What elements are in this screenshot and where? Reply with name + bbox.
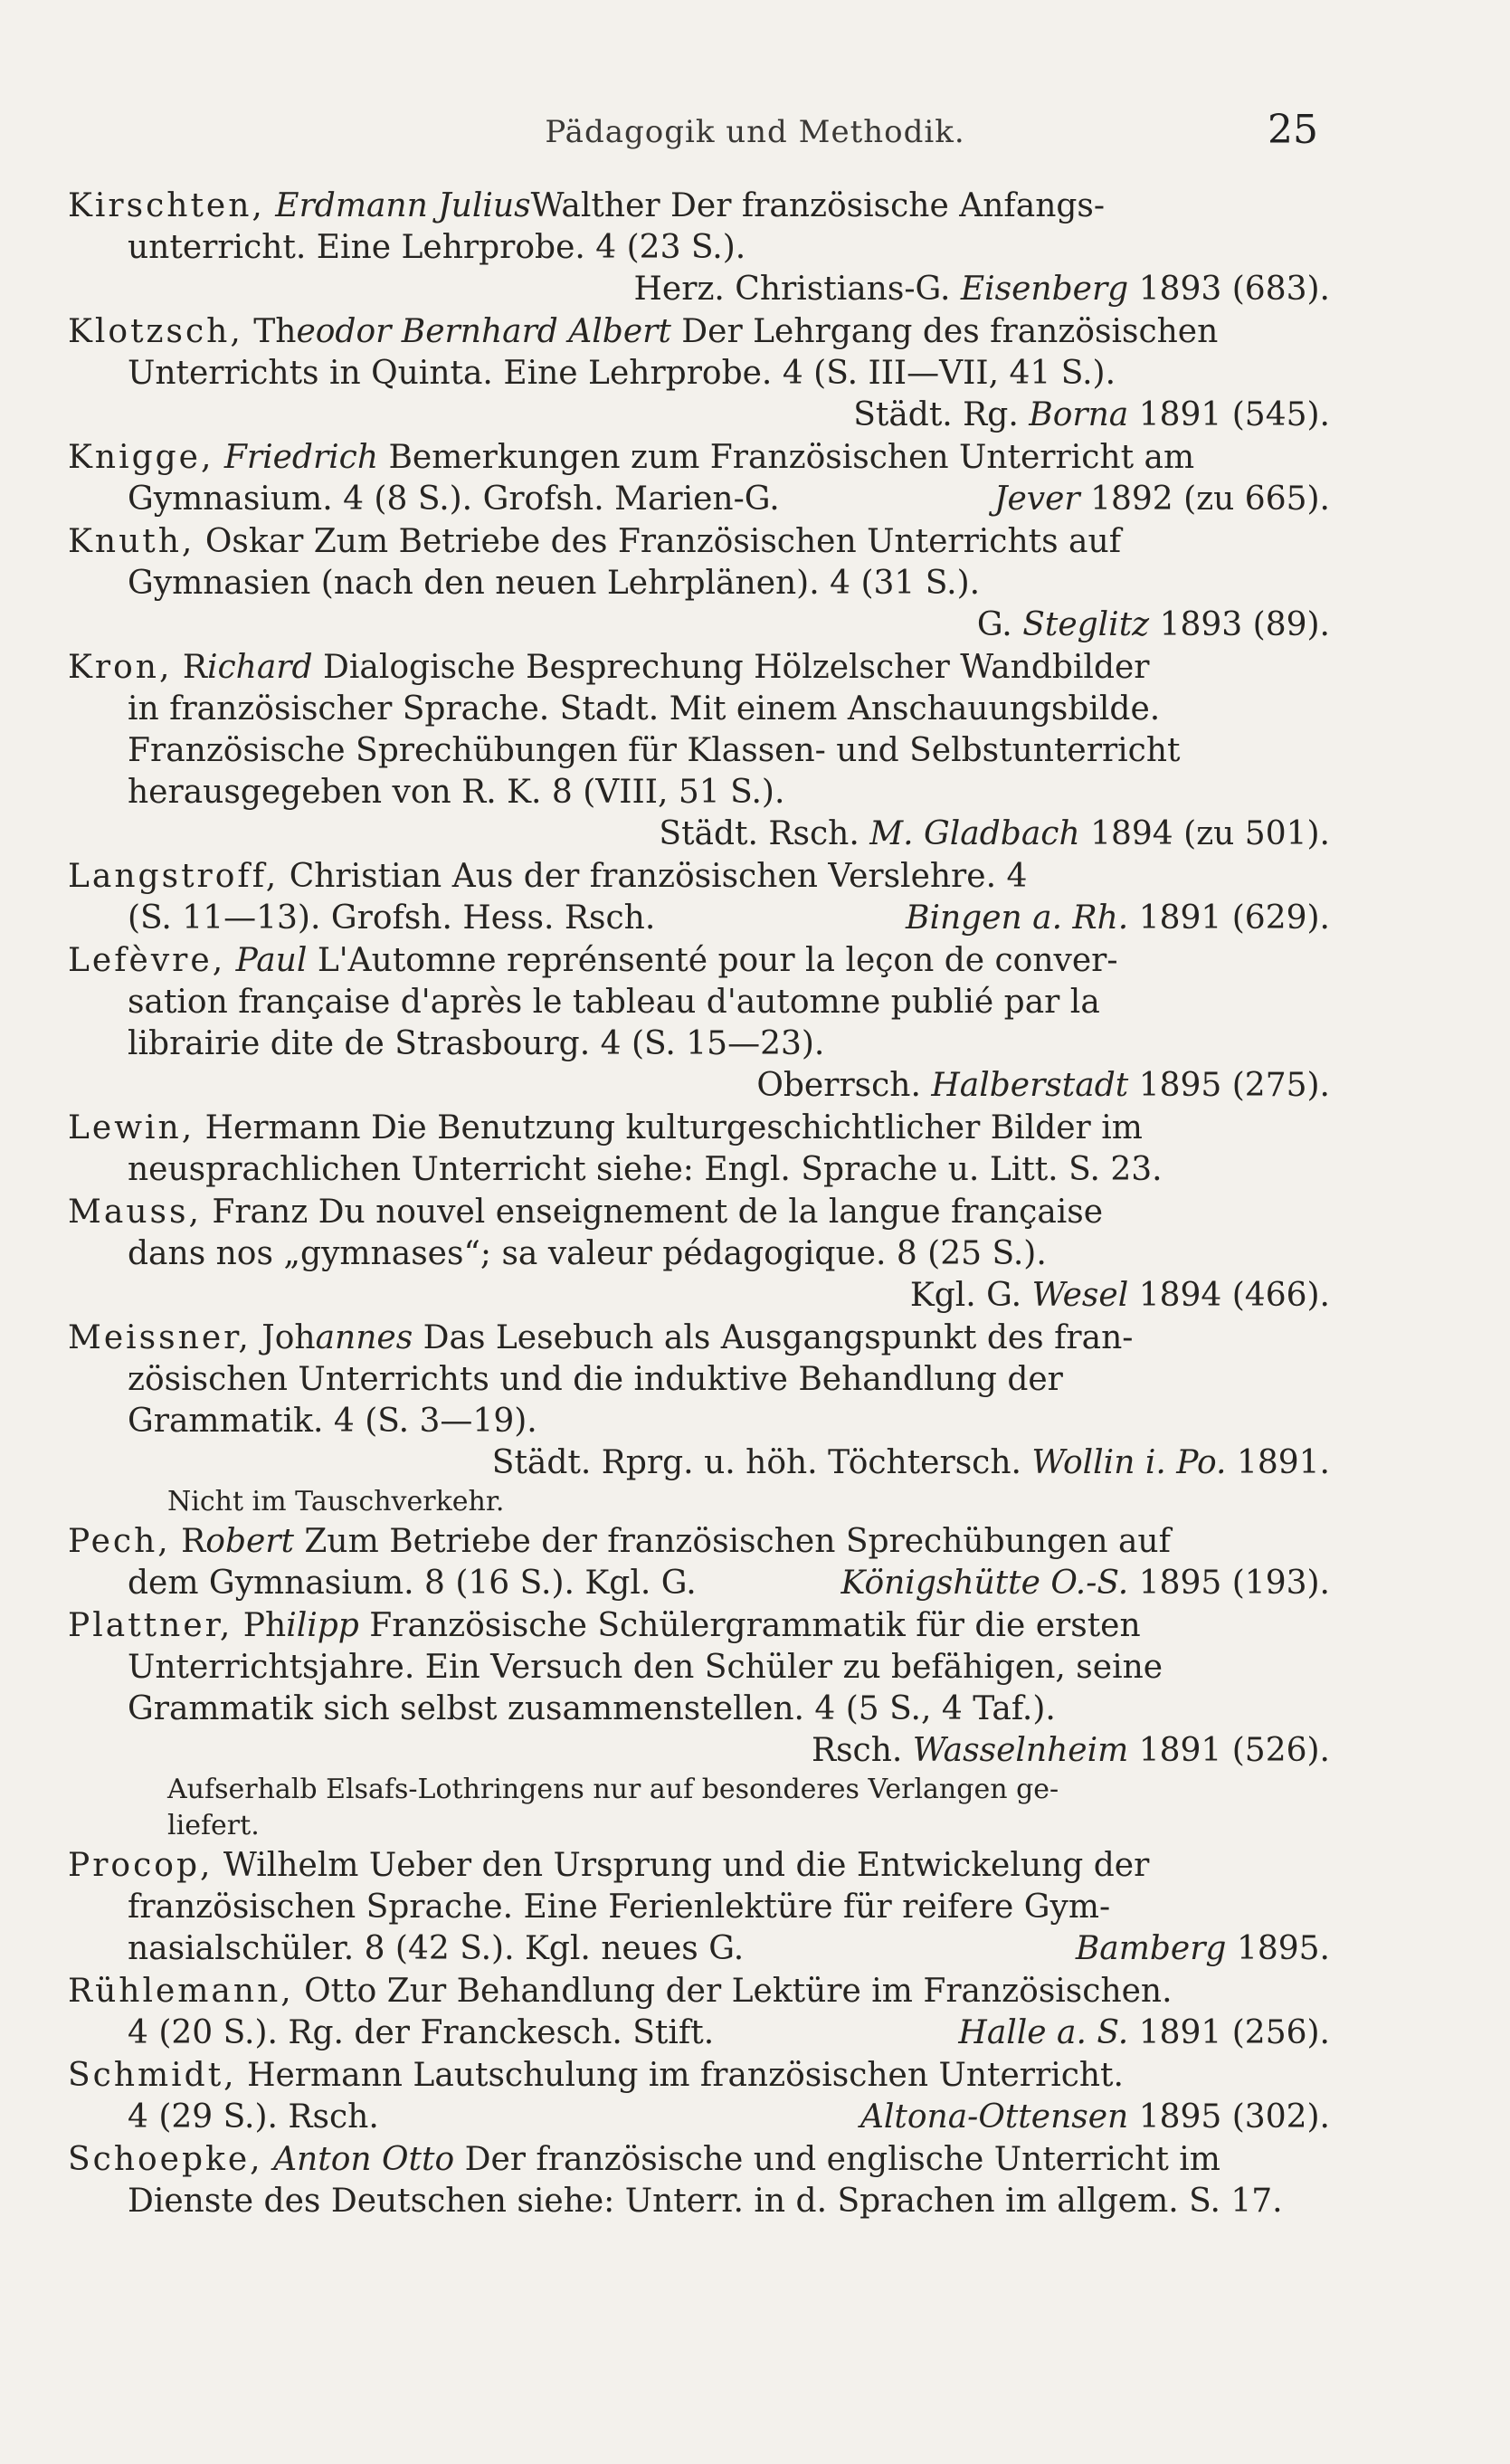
entry-details: nasialschüler. 8 (42 S.). Kgl. neues G. [128, 1930, 745, 1967]
year-number: 1895 (193). [1138, 1565, 1330, 1602]
entry-first-line [68, 1845, 1330, 1887]
entry-location-line [68, 813, 1330, 855]
entry-continuation: Dienste des Deutschen siehe: Unterr. in d. Sprachen im allgem. S. 17. [128, 2183, 1283, 2220]
entry-title: Aus der französischen Verslehre. 4 [451, 858, 1028, 895]
bibliography-entry [68, 521, 1330, 646]
entry-continuation: neusprachlichen Unterricht siehe: Engl. Sprache u. Litt. S. 23. [128, 1151, 1163, 1188]
entry-location-line [68, 1563, 1330, 1604]
school-place: Steglitz [1022, 606, 1150, 643]
entry-place-year [1076, 1928, 1330, 1970]
author-surname: Schoepke, [68, 2141, 263, 2178]
bibliography-list [68, 186, 1330, 2223]
entry-first-line [68, 647, 1330, 689]
entry-place-year [906, 898, 1330, 939]
school-name: Oberrsch. [756, 1067, 921, 1104]
school-place: Altona-Ottensen [859, 2098, 1129, 2136]
author-given: Christian [289, 858, 442, 895]
entry-details: (S. 11—13). Grofsh. Hess. Rsch. [128, 899, 656, 937]
school-name: G. [976, 606, 1012, 643]
author-given-plain: R [182, 649, 207, 686]
author-surname: Meissner, [68, 1319, 252, 1356]
author-given: Hermann [204, 1109, 361, 1146]
bibliography-entry [68, 1192, 1330, 1317]
entry-first-line [68, 186, 1330, 227]
author-given-italic: Erdmann Julius [275, 187, 531, 224]
entry-location-line [68, 1442, 1330, 1484]
author-given: Walther [530, 187, 660, 224]
author-given-italic: Paul [235, 942, 308, 979]
entry-continuation: in französischer Sprache. Stadt. Mit einem Anschauungsbilde. [128, 690, 1161, 728]
entry-title: Der französische und englische Unterricht im [464, 2141, 1220, 2178]
entry-title: Zum Betriebe der französischen Sprechübungen auf [304, 1523, 1171, 1560]
year-number: 1895 (275). [1138, 1067, 1330, 1104]
entry-continuation: Gymnasien (nach den neuen Lehrplänen). 4 (31 S.). [128, 565, 981, 602]
entry-first-line [68, 311, 1330, 353]
entry-continuation: Unterrichts in Quinta. Eine Lehrprobe. 4 (S. III—VII, 41 S.). [128, 355, 1116, 392]
school-place: Borna [1029, 396, 1129, 433]
entry-location-line [68, 604, 1330, 646]
entry-title: Zur Behandlung der Lektüre im Französischen. [386, 1973, 1173, 2010]
school-place: Halberstadt [931, 1067, 1129, 1104]
year-number: 1891. [1236, 1444, 1330, 1481]
entry-first-line [68, 856, 1330, 898]
school-place: Wasselnheim [912, 1732, 1129, 1769]
entry-location-line [68, 269, 1330, 310]
year-number: 1893 (89). [1159, 606, 1330, 643]
entry-title: L'Automne reprénsenté pour la leçon de conver- [317, 942, 1118, 979]
author-given-italic: obert [205, 1523, 294, 1560]
school-place: Bamberg [1075, 1930, 1227, 1967]
bibliography-entry [68, 1318, 1330, 1520]
author-surname: Procop, [68, 1847, 214, 1884]
school-name: Städt. Rg. [853, 396, 1019, 433]
entry-title: Du nouvel enseignement de la langue française [318, 1194, 1104, 1231]
author-given: Otto [304, 1973, 377, 2010]
bibliography-entry [68, 437, 1330, 520]
school-place: Königshütte O.-S. [840, 1565, 1129, 1602]
entry-location-line [68, 1928, 1330, 1970]
year-number: 1895 (302). [1138, 2098, 1330, 2136]
author-surname: Pech, [68, 1523, 171, 1560]
entry-title: Der Lehrgang des französischen [681, 313, 1219, 350]
entry-place-year [841, 1563, 1330, 1604]
school-place: Bingen a. Rh. [906, 899, 1129, 937]
entry-title: Der französische Anfangs- [670, 187, 1106, 224]
author-given-italic: ilipp [286, 1607, 359, 1644]
entry-note: Aufserhalb Elsafs-Lothringens nur auf besonderes Verlangen ge- [167, 1774, 1059, 1805]
entry-location-line [68, 1065, 1330, 1107]
entry-place-year [994, 479, 1330, 520]
school-place: Wesel [1031, 1277, 1129, 1314]
bibliography-entry [68, 1521, 1330, 1604]
school-place: Halle a. S. [958, 2014, 1129, 2051]
school-place: M. Gladbach [869, 815, 1080, 852]
entry-location-line [68, 2012, 1330, 2054]
entry-title: Zum Betriebe des Französischen Unterrichts auf [313, 523, 1122, 560]
entry-title: Bemerkungen zum Französischen Unterricht am [388, 439, 1195, 476]
entry-note: Nicht im Tauschverkehr. [167, 1486, 505, 1517]
school-place: Wollin i. Po. [1031, 1444, 1227, 1481]
entry-title: Lautschulung im französischen Unterricht. [413, 2057, 1124, 2094]
author-surname: Knuth, [68, 523, 195, 560]
entry-continuation: zösischen Unterrichts und die induktive Behandlung der [128, 1361, 1063, 1398]
entry-continuation: dans nos „gymnases“; sa valeur pédagogique. 8 (25 S.). [128, 1235, 1047, 1272]
author-surname: Rühlemann, [68, 1973, 294, 2010]
entry-first-line [68, 1971, 1330, 2012]
bibliography-entry [68, 186, 1330, 310]
year-number: 1891 (545). [1138, 396, 1330, 433]
running-head [0, 107, 1510, 161]
year-number: 1894 (zu 501). [1090, 815, 1330, 852]
school-place: Jever [994, 480, 1080, 518]
bibliography-entry [68, 940, 1330, 1107]
entry-first-line [68, 1605, 1330, 1647]
school-name: Rsch. [811, 1732, 903, 1769]
entry-details: 4 (29 S.). Rsch. [128, 2098, 379, 2136]
author-surname: Kron, [68, 649, 173, 686]
entry-continuation: herausgegeben von R. K. 8 (VIII, 51 S.). [128, 774, 785, 811]
year-number: 1893 (683). [1138, 271, 1330, 308]
year-number: 1891 (629). [1138, 899, 1330, 937]
entry-continuation: librairie dite de Strasbourg. 4 (S. 15—23). [128, 1025, 825, 1062]
author-given-italic: Anton Otto [273, 2141, 455, 2178]
school-place: Eisenberg [960, 271, 1129, 308]
author-given-italic: Friedrich [223, 439, 379, 476]
author-given-plain: Th [253, 313, 297, 350]
entry-continuation: Grammatik. 4 (S. 3—19). [128, 1403, 537, 1440]
entry-location-line [68, 479, 1330, 520]
entry-title: Dialogische Besprechung Hölzelscher Wandbilder [323, 649, 1150, 686]
author-surname: Lefèvre, [68, 942, 226, 979]
author-given: Franz [212, 1194, 309, 1231]
school-name: Städt. Rprg. u. höh. Töchtersch. [491, 1444, 1021, 1481]
bibliography-entry [68, 311, 1330, 436]
entry-continuation: französischen Sprache. Eine Ferienlektüre für reifere Gym- [128, 1888, 1111, 1926]
bibliography-entry [68, 1108, 1330, 1191]
year-number: 1891 (256). [1138, 2014, 1330, 2051]
entry-location-line [68, 395, 1330, 436]
bibliography-entry [68, 647, 1330, 855]
entry-first-line [68, 1318, 1330, 1359]
entry-continuation: sation française d'après le tableau d'automne publié par la [128, 984, 1100, 1021]
bibliography-entry [68, 2139, 1330, 2222]
bibliography-entry [68, 856, 1330, 939]
running-title: Pädagogik und Methodik. [545, 114, 965, 150]
author-given-plain: Joh [261, 1319, 316, 1356]
entry-details: Gymnasium. 4 (8 S.). Grofsh. Marien-G. [128, 480, 780, 518]
author-given-plain: Ph [242, 1607, 287, 1644]
author-given: Oskar [204, 523, 304, 560]
author-surname: Mauss, [68, 1194, 202, 1231]
entry-place-year [860, 2097, 1330, 2138]
entry-first-line [68, 437, 1330, 479]
author-surname: Klotzsch, [68, 313, 243, 350]
entry-title: Ueber den Ursprung und die Entwickelung der [368, 1847, 1150, 1884]
entry-first-line [68, 1108, 1330, 1149]
entry-first-line [68, 1192, 1330, 1233]
author-given-italic: ichard [206, 649, 313, 686]
entry-title: Die Benutzung kulturgeschichtlicher Bilder im [370, 1109, 1143, 1146]
entry-note: liefert. [167, 1810, 260, 1841]
entry-place-year [958, 2012, 1330, 2054]
page-number: 25 [1268, 107, 1318, 153]
author-given-plain: R [181, 1523, 206, 1560]
entry-first-line [68, 2055, 1330, 2097]
school-name: Kgl. G. [909, 1277, 1022, 1314]
entry-location-line [68, 2097, 1330, 2138]
year-number: 1895. [1236, 1930, 1330, 1967]
entry-location-line [68, 1275, 1330, 1317]
author-given-italic: annes [315, 1319, 413, 1356]
author-surname: Knigge, [68, 439, 214, 476]
author-surname: Lewin, [68, 1109, 195, 1146]
year-number: 1892 (zu 665). [1090, 480, 1330, 518]
entry-continuation: Grammatik sich selbst zusammenstellen. 4 (5 S., 4 Taf.). [128, 1690, 1056, 1727]
entry-continuation: Französische Sprechübungen für Klassen- und Selbstunterricht [128, 732, 1181, 769]
entry-first-line [68, 2139, 1330, 2181]
bibliography-entry [68, 1605, 1330, 1844]
entry-title: Das Lesebuch als Ausgangspunkt des fran- [423, 1319, 1134, 1356]
entry-first-line [68, 521, 1330, 563]
entry-continuation: unterricht. Eine Lehrprobe. 4 (23 S.). [128, 229, 746, 266]
author-given-italic: eodor Bernhard Albert [296, 313, 671, 350]
author-given: Wilhelm [223, 1847, 359, 1884]
author-surname: Kirschten, [68, 187, 265, 224]
bibliography-entry [68, 2055, 1330, 2138]
year-number: 1891 (526). [1138, 1732, 1330, 1769]
entry-details: 4 (20 S.). Rg. der Franckesch. Stift. [128, 2014, 715, 2051]
entry-title: Französische Schülergrammatik für die ersten [369, 1607, 1141, 1644]
entry-first-line [68, 940, 1330, 982]
author-surname: Langstroff, [68, 858, 280, 895]
bibliography-entry [68, 1845, 1330, 1970]
author-given: Hermann [247, 2057, 403, 2094]
author-surname: Plattner, [68, 1607, 233, 1644]
entry-location-line [68, 898, 1330, 939]
school-name: Städt. Rsch. [659, 815, 859, 852]
bibliography-entry [68, 1971, 1330, 2054]
author-surname: Schmidt, [68, 2057, 237, 2094]
school-name: Herz. Christians-G. [633, 271, 951, 308]
entry-details: dem Gymnasium. 8 (16 S.). Kgl. G. [128, 1565, 697, 1602]
year-number: 1894 (466). [1138, 1277, 1330, 1314]
entry-first-line [68, 1521, 1330, 1563]
entry-continuation: Unterrichtsjahre. Ein Versuch den Schüler zu befähigen, seine [128, 1649, 1163, 1686]
entry-location-line [68, 1730, 1330, 1772]
